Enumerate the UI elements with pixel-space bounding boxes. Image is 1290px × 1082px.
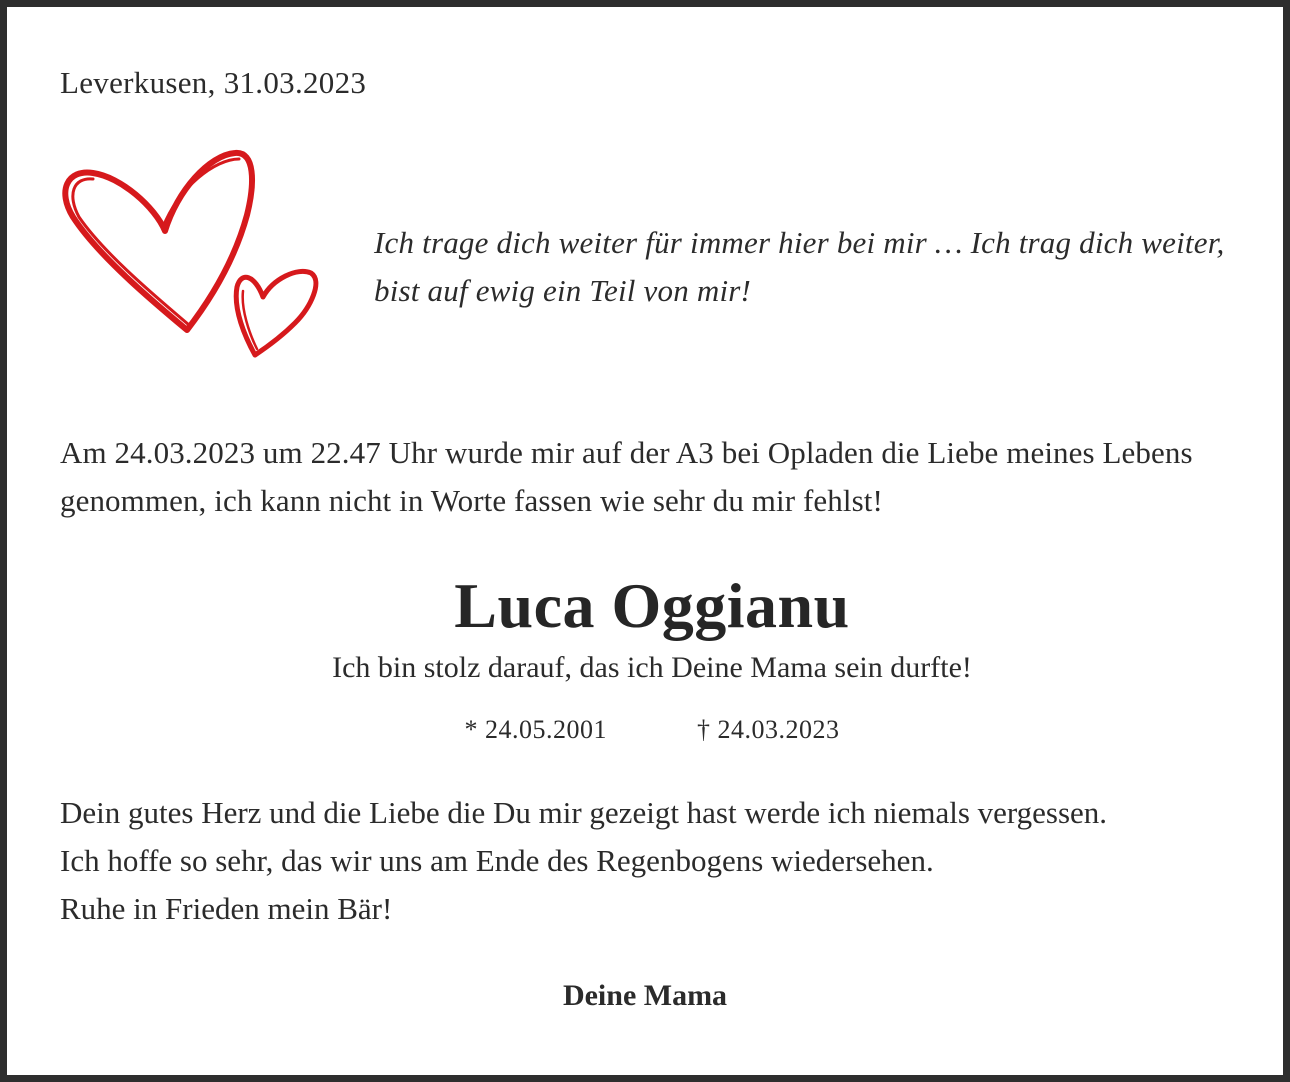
signature: Deine Mama xyxy=(562,979,728,1012)
small-heart-icon xyxy=(236,271,316,355)
deceased-name: Luca Oggianu xyxy=(454,570,850,641)
birth-date: * 24.05.2001 xyxy=(464,715,607,744)
intro-text: Am 24.03.2023 um 22.47 Uhr wurde mir auf der A3 bei Opladen die Liebe meines Lebens genommen, ich kann nicht in Worte fassen wie sehr du mir fehlst! xyxy=(60,435,1193,518)
closing-text xyxy=(60,789,1250,933)
life-dates xyxy=(7,715,1290,745)
death-date: † 24.03.2023 xyxy=(697,715,840,744)
deceased-subtitle: Ich bin stolz darauf, das ich Deine Mama sein durfte! xyxy=(332,651,972,684)
closing-line: Ich hoffe so sehr, das wir uns am Ende des Regenbogens wiedersehen. xyxy=(60,843,934,878)
place-date: Leverkusen, 31.03.2023 xyxy=(60,65,367,100)
quote-text: Ich trage dich weiter für immer hier bei mir … Ich trag dich weiter, bist auf ewig ein Teil von mir! xyxy=(374,225,1225,308)
two-hearts-icon xyxy=(59,147,321,362)
closing-line: Dein gutes Herz und die Liebe die Du mir gezeigt hast werde ich niemals vergessen. xyxy=(60,795,1108,830)
closing-line: Ruhe in Frieden mein Bär! xyxy=(60,891,393,926)
